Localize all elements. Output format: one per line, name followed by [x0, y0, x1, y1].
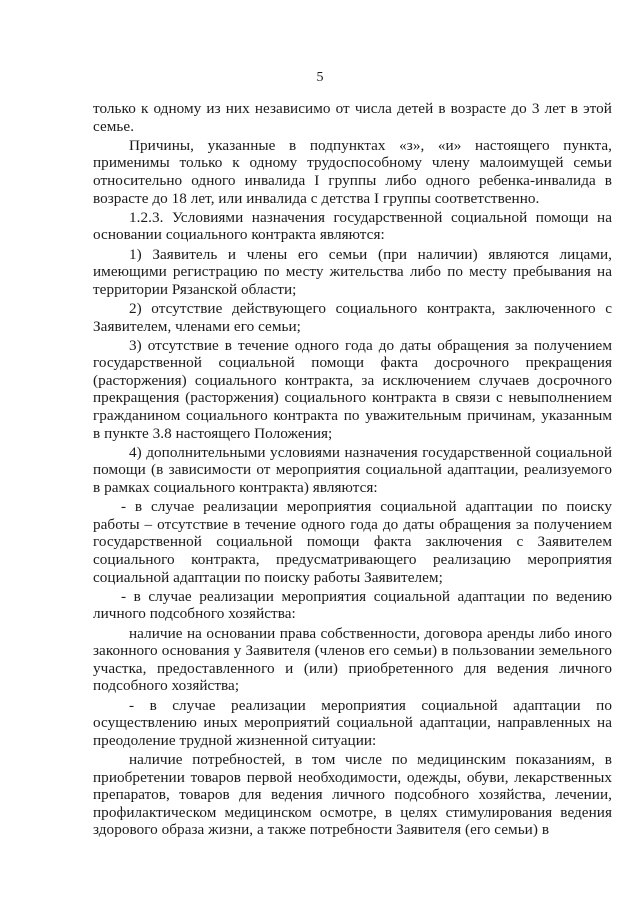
paragraph-household-case: - в случае реализации мероприятия социальной адаптации по ведению личного подсобного хозяйства:: [93, 587, 612, 623]
paragraph-other-measures-condition: наличие потребностей, в том числе по медицинским показаниям, в приобретении товаров первой необходимости, одежды, обуви, лекарственных препаратов, товаров для ведения личного подсобного хозяйства, лечении, профилактическом медицинском осмотре, в целях стимулирования ведения здорового образа жизни, а также потребности Заявителя (его семьи) в: [93, 750, 612, 839]
document-body: [93, 100, 612, 840]
paragraph-condition-4: 4) дополнительными условиями назначения государственной социальной помощи (в зависимости от мероприятия социальной адаптации, реализуемого в рамках социального контракта) являются:: [93, 443, 612, 497]
page-number: 5: [316, 70, 324, 85]
paragraph-condition-3: 3) отсутствие в течение одного года до даты обращения за получением государственной социальной помощи факта досрочного прекращения (расторжения) социального контракта, за исключением случаев досрочного прекращения (расторжения) социального контракта в связи с невыполнением гражданином социального контракта по уважительным причинам, указанным в пункте 3.8 настоящего Положения;: [93, 336, 612, 442]
paragraph-other-measures-case: - в случае реализации мероприятия социальной адаптации по осуществлению иных мероприятий социальной адаптации, направленных на преодоление трудной жизненной ситуации:: [93, 696, 612, 749]
paragraph-job-search: - в случае реализации мероприятия социальной адаптации по поиску работы – отсутствие в течение одного года до даты обращения за получением государственной социальной помощи факта заключения с Заявителем социального контракта, предусматривающего реализацию мероприятия социальной адаптации по поиску работы Заявителем;: [93, 498, 612, 586]
paragraph-household-condition: наличие на основании права собственности, договора аренды либо иного законного основания у Заявителя (членов его семьи) в пользовании земельного участка, предоставленного и (или) приобретенного для ведения личного подсобного хозяйства;: [93, 624, 612, 695]
paragraph-continuation: только к одному из них независимо от числа детей в возрасте до 3 лет в этой семье.: [93, 100, 612, 135]
paragraph-1-2-3: 1.2.3. Условиями назначения государственной социальной помощи на основании социального контракта являются:: [93, 208, 612, 244]
paragraph-condition-2: 2) отсутствие действующего социального контракта, заключенного с Заявителем, членами его семьи;: [93, 299, 612, 335]
paragraph-condition-1: 1) Заявитель и члены его семьи (при наличии) являются лицами, имеющими регистрацию по месту жительства либо по месту пребывания на территории Рязанской области;: [93, 245, 612, 298]
paragraph-reasons: Причины, указанные в подпунктах «з», «и» настоящего пункта, применимы только к одному трудоспособному члену малоимущей семьи относительно одного инвалида I группы либо одного ребенка-инвалида в возрасте до 18 лет, или инвалида с детства I группы соответственно.: [93, 136, 612, 207]
